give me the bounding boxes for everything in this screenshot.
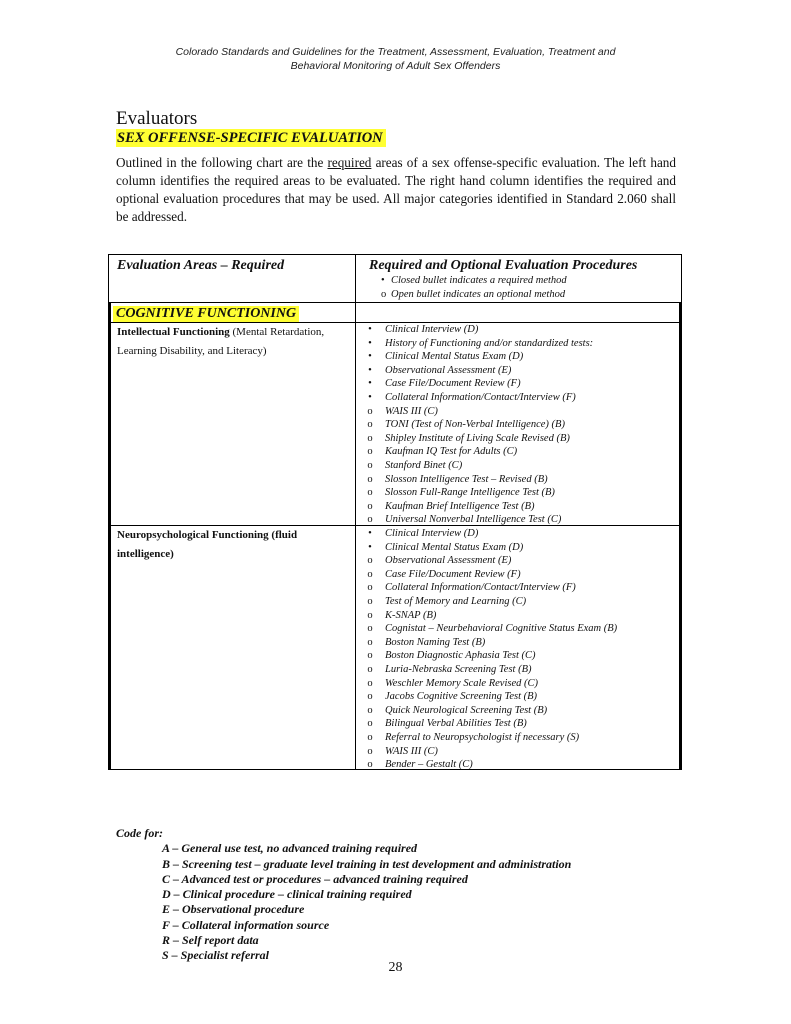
bullet-icon: o	[367, 555, 373, 567]
procedure-text: Slosson Full-Range Intelligence Test (B)	[385, 487, 555, 499]
procedure-text: Referral to Neuropsychologist if necessary (S)	[385, 731, 580, 743]
legend-optional-text: Open bullet indicates an optional method	[391, 289, 566, 300]
bullet-icon: •	[368, 364, 372, 376]
procedure-text: Collateral Information/Contact/Interview (F)	[385, 391, 576, 403]
procedure-item	[363, 391, 683, 405]
column-divider	[355, 255, 356, 769]
bullet-icon: o	[367, 487, 373, 499]
bullet-icon: o	[367, 636, 373, 648]
procedure-item	[363, 731, 683, 745]
procedure-item	[363, 541, 683, 555]
left-column-header: Evaluation Areas – Required	[117, 258, 285, 273]
procedure-text: Slosson Intelligence Test – Revised (B)	[385, 473, 548, 485]
procedure-text: Boston Diagnostic Aphasia Test (C)	[385, 650, 536, 662]
bullet-icon: o	[367, 419, 373, 431]
procedure-item	[363, 568, 683, 582]
procedure-text: Clinical Interview (D)	[385, 528, 479, 539]
procedure-text: Case File/Document Review (F)	[385, 568, 521, 580]
intro-underlined: required	[327, 155, 372, 170]
procedure-item	[363, 677, 683, 691]
code-item: A – General use test, no advanced training required	[162, 841, 418, 856]
procedure-item	[363, 459, 683, 473]
area-neuropsychological	[117, 526, 347, 564]
procedures-intellectual	[363, 323, 683, 527]
procedure-text: TONI (Test of Non-Verbal Intelligence) (B)	[385, 419, 565, 431]
code-legend-title: Code for:	[116, 826, 163, 840]
table-left-rule	[108, 302, 111, 769]
bullet-icon: o	[367, 432, 373, 444]
procedure-text: Clinical Mental Status Exam (D)	[385, 351, 524, 363]
procedure-text: Luria-Nebraska Screening Test (B)	[385, 663, 532, 675]
header-line-1: Colorado Standards and Guidelines for the Treatment, Assessment, Evaluation, Treatment and	[175, 46, 616, 58]
bullet-icon: o	[367, 718, 373, 730]
page-number: 28	[388, 960, 403, 975]
bullet-icon: o	[367, 582, 373, 594]
procedure-item	[363, 513, 683, 527]
code-item: C – Advanced test or procedures – advanced training required	[162, 871, 468, 886]
procedure-text: Kaufman Brief Intelligence Test (B)	[385, 500, 535, 512]
category-heading: COGNITIVE FUNCTIONING	[113, 306, 299, 322]
right-column-header: Required and Optional Evaluation Procedures	[369, 258, 638, 273]
procedure-item	[363, 432, 683, 446]
procedure-text: K-SNAP (B)	[385, 609, 437, 621]
bullet-icon: •	[368, 337, 372, 349]
procedure-text: Clinical Mental Status Exam (D)	[385, 541, 524, 553]
procedure-item	[363, 350, 683, 364]
procedure-item	[363, 663, 683, 677]
procedure-item	[363, 690, 683, 704]
code-legend	[116, 826, 571, 964]
area-intellectual-detail: (Mental Retardation, Learning Disability, and Literacy)	[117, 326, 325, 357]
procedure-item	[363, 554, 683, 568]
code-item: R – Self report data	[162, 933, 259, 948]
procedure-item	[363, 445, 683, 459]
closed-bullet-icon: •	[381, 275, 385, 286]
procedure-item	[363, 717, 683, 731]
procedure-text: Bender – Gestalt (C)	[385, 759, 473, 771]
bullet-icon: o	[367, 663, 373, 675]
procedure-text: Boston Naming Test (B)	[385, 636, 486, 648]
bullet-icon: o	[367, 459, 373, 471]
procedure-text: Stanford Binet (C)	[385, 459, 463, 471]
bullet-icon: o	[367, 623, 373, 635]
open-bullet-icon: o	[381, 289, 387, 300]
code-item: E – Observational procedure	[162, 902, 305, 917]
procedure-text: Quick Neurological Screening Test (B)	[385, 704, 548, 716]
bullet-icon: o	[367, 446, 373, 458]
area-neuropsychological-name: Neuropsychological Functioning (fluid intelligence)	[117, 529, 298, 560]
procedure-item	[363, 609, 683, 623]
procedure-item	[363, 323, 683, 337]
procedure-text: WAIS III (C)	[385, 405, 438, 417]
running-header	[0, 45, 791, 73]
procedure-text: Collateral Information/Contact/Interview (F)	[385, 582, 576, 594]
bullet-icon: o	[367, 514, 373, 526]
bullet-icon: o	[367, 759, 373, 771]
procedure-item	[363, 649, 683, 663]
procedure-text: History of Functioning and/or standardized tests:	[385, 337, 594, 349]
procedure-item	[363, 337, 683, 351]
bullet-icon: o	[367, 691, 373, 703]
procedure-item	[363, 418, 683, 432]
procedure-text: Jacobs Cognitive Screening Test (B)	[385, 691, 538, 703]
procedure-item	[363, 500, 683, 514]
legend-required-text: Closed bullet indicates a required method	[391, 275, 567, 286]
bullet-icon: o	[367, 731, 373, 743]
code-item: D – Clinical procedure – clinical training required	[162, 887, 412, 902]
procedure-text: Shipley Institute of Living Scale Revised (B)	[385, 432, 570, 444]
code-item: S – Specialist referral	[162, 948, 269, 963]
procedure-item	[363, 405, 683, 419]
intro-before: Outlined in the following chart are the	[116, 155, 328, 170]
procedure-text: Clinical Interview (D)	[385, 324, 479, 335]
procedure-text: WAIS III (C)	[385, 745, 438, 757]
bullet-icon: •	[368, 528, 372, 539]
bullet-icon: o	[367, 745, 373, 757]
bullet-icon: o	[367, 704, 373, 716]
bullet-icon: •	[368, 324, 372, 335]
bullet-icon: o	[367, 677, 373, 689]
bullet-icon: •	[368, 541, 372, 553]
header-line-2: Behavioral Monitoring of Adult Sex Offenders	[290, 60, 501, 72]
code-item: B – Screening test – graduate level training in test development and administration	[162, 856, 572, 871]
procedure-item	[363, 704, 683, 718]
evaluation-table	[108, 254, 682, 770]
bullet-icon: o	[367, 609, 373, 621]
procedure-item	[363, 486, 683, 500]
procedure-text: Case File/Document Review (F)	[385, 378, 521, 390]
bullet-icon: •	[368, 351, 372, 363]
procedure-text: Observational Assessment (E)	[385, 555, 512, 567]
procedure-item	[363, 364, 683, 378]
intro-after: areas of a sex offense-specific evaluation. The left hand column identifies the required areas to be evaluated. The right hand column identifies the required and optional evaluation procedures that may be used. All major categories identified in Standard 2.060 shall be addressed.	[116, 155, 676, 224]
legend-optional	[381, 289, 566, 300]
procedure-item	[363, 622, 683, 636]
section-subtitle: SEX OFFENSE-SPECIFIC EVALUATION	[116, 129, 386, 147]
area-intellectual	[117, 323, 347, 361]
procedure-item	[363, 745, 683, 759]
procedure-text: Test of Memory and Learning (C)	[385, 595, 527, 607]
procedure-item	[363, 758, 683, 772]
procedure-text: Weschler Memory Scale Revised (C)	[385, 677, 538, 689]
procedure-item	[363, 636, 683, 650]
procedures-neuropsychological	[363, 527, 683, 772]
bullet-icon: o	[367, 473, 373, 485]
section-title: Evaluators	[116, 108, 198, 129]
procedure-item	[363, 377, 683, 391]
bullet-icon: o	[367, 500, 373, 512]
procedure-item	[363, 595, 683, 609]
bullet-icon: o	[367, 405, 373, 417]
bullet-icon: o	[367, 568, 373, 580]
procedure-item	[363, 581, 683, 595]
procedure-text: Kaufman IQ Test for Adults (C)	[385, 446, 518, 458]
procedure-text: Bilingual Verbal Abilities Test (B)	[385, 718, 527, 730]
procedure-item	[363, 473, 683, 487]
procedure-item	[363, 527, 683, 541]
bullet-icon: o	[367, 595, 373, 607]
area-intellectual-name: Intellectual Functioning	[117, 326, 230, 338]
procedure-text: Observational Assessment (E)	[385, 364, 512, 376]
legend-required	[381, 275, 567, 286]
code-item: F – Collateral information source	[162, 917, 330, 932]
intro-paragraph	[116, 154, 676, 226]
header-divider	[109, 302, 681, 303]
bullet-icon: •	[368, 378, 372, 390]
procedure-text: Cognistat – Neurbehavioral Cognitive Status Exam (B)	[385, 623, 618, 635]
bullet-icon: •	[368, 391, 372, 403]
procedure-text: Universal Nonverbal Intelligence Test (C)	[385, 514, 562, 526]
bullet-icon: o	[367, 650, 373, 662]
